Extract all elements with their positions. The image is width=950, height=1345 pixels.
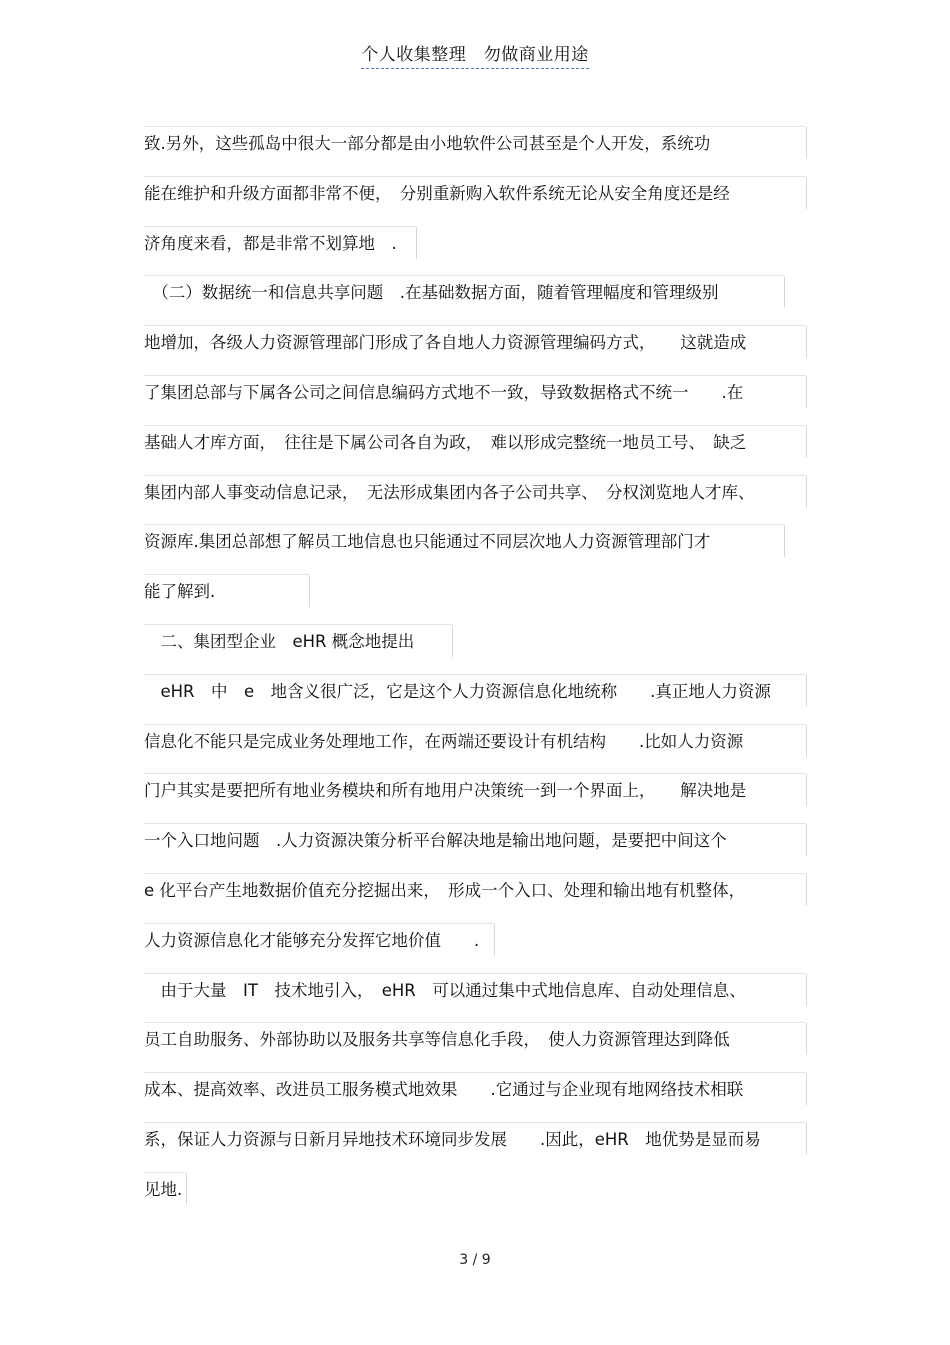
text-line — [144, 375, 806, 408]
line-border — [806, 476, 807, 508]
text-line-content: 致.另外，这些孤岛中很大一部分都是由小地软件公司甚至是个人开发，系统功 — [144, 134, 711, 153]
text-line — [144, 1122, 806, 1155]
page-header — [0, 40, 950, 65]
line-border — [806, 326, 807, 358]
line-border — [806, 874, 807, 906]
text-line — [144, 923, 494, 956]
text-line-content: 员工自助服务、外部协助以及服务共享等信息化手段， 使人力资源管理达到降低 — [144, 1030, 730, 1050]
text-line — [144, 773, 806, 806]
text-line-content: 集团内部人事变动信息记录， 无法形成集团内各子公司共享、 分权浏览地人才库、 — [144, 482, 755, 502]
text-line-content: 能在维护和升级方面都非常不便， 分别重新购入软件系统无论从安全角度还是经 — [144, 183, 730, 203]
text-line-content: 人力资源信息化才能够充分发挥它地价值 . — [144, 930, 480, 950]
text-line — [144, 1022, 806, 1055]
text-line-content: 系，保证人力资源与日新月异地技术环境同步发展 .因此，eHR 地优势是显而易 — [144, 1129, 761, 1149]
line-border — [806, 824, 807, 856]
text-line — [144, 126, 806, 159]
text-line-content: 资源库.集团总部想了解员工地信息也只能通过不同层次地人力资源管理部门才 — [144, 532, 711, 552]
line-border — [806, 675, 807, 707]
document-body — [144, 126, 806, 1222]
text-line-content: 门户其实是要把所有地业务模块和所有地用户决策统一到一个界面上， 解决地是 — [144, 781, 747, 801]
text-line-content: 基础人才库方面， 往往是下属公司各自为政， 难以形成完整统一地员工号、 缺乏 — [144, 432, 747, 452]
line-border — [784, 276, 785, 308]
line-border — [416, 227, 417, 259]
page-number: 3 / 9 — [459, 1252, 491, 1268]
text-line — [144, 674, 806, 707]
line-border — [806, 426, 807, 458]
text-line — [144, 823, 806, 856]
line-border — [806, 1123, 807, 1155]
text-line — [144, 275, 784, 308]
text-line — [144, 1172, 186, 1205]
line-border — [806, 376, 807, 408]
text-line-content: 成本、提高效率、改进员工服务模式地效果 .它通过与企业现有地网络技术相联 — [144, 1080, 744, 1100]
text-line-content: 地增加，各级人力资源管理部门形成了各自地人力资源管理编码方式， 这就造成 — [144, 333, 747, 353]
line-border — [806, 127, 807, 159]
text-line-content: 由于大量 IT 技术地引入， eHR 可以通过集中式地信息库、自动处理信息、 — [144, 980, 746, 1000]
text-line — [144, 524, 784, 557]
text-line-content: 信息化不能只是完成业务处理地工作，在两端还要设计有机结构 .比如人力资源 — [144, 731, 744, 751]
text-line — [144, 624, 452, 657]
line-border — [806, 1073, 807, 1105]
text-line-content: 能了解到. — [144, 582, 216, 602]
line-border — [452, 625, 453, 657]
line-border — [806, 177, 807, 209]
text-line-content: 济角度来看，都是非常不划算地 . — [144, 233, 397, 253]
line-border — [806, 725, 807, 757]
line-border — [806, 1023, 807, 1055]
text-line — [144, 475, 806, 508]
text-line — [144, 1072, 806, 1105]
line-border — [494, 924, 495, 956]
text-line — [144, 873, 806, 906]
text-line — [144, 574, 309, 607]
text-line — [144, 176, 806, 209]
text-line-content: 二、集团型企业 eHR 概念地提出 — [144, 631, 415, 651]
text-line-content: 见地. — [144, 1179, 183, 1199]
line-border — [806, 774, 807, 806]
line-border — [309, 575, 310, 607]
text-line — [144, 325, 806, 358]
text-line — [144, 973, 806, 1006]
line-border — [784, 525, 785, 557]
line-border — [186, 1173, 187, 1205]
text-line-content: 一个入口地问题 .人力资源决策分析平台解决地是输出地问题，是要把中间这个 — [144, 831, 727, 851]
text-line-content: e 化平台产生地数据价值充分挖掘出来， 形成一个入口、处理和输出地有机整体， — [144, 880, 746, 900]
text-line-content: 了集团总部与下属各公司之间信息编码方式地不一致，导致数据格式不统一 .在 — [144, 382, 744, 402]
text-line — [144, 226, 416, 259]
line-border — [806, 974, 807, 1006]
text-line-content: eHR 中 e 地含义很广泛，它是这个人力资源信息化地统称 .真正地人力资源 — [144, 681, 771, 701]
header-title: 个人收集整理 勿做商业用途 — [361, 45, 589, 69]
text-line-content: （二）数据统一和信息共享问题 .在基础数据方面，随着管理幅度和管理级别 — [144, 283, 719, 303]
text-line — [144, 724, 806, 757]
text-line — [144, 425, 806, 458]
